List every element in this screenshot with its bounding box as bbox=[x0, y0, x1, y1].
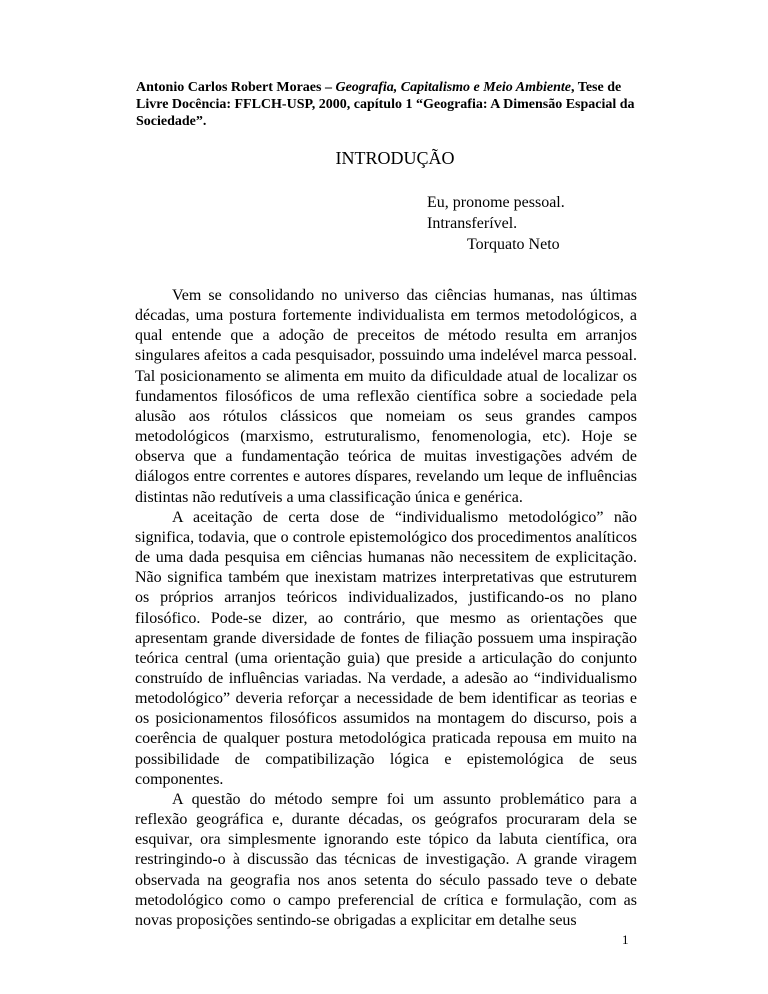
paragraph: Vem se consolidando no universo das ciências humanas, nas últimas décadas, uma postura fortemente individualista em termos metodológicos, a qual entende que a adoção de preceitos de método resulta em arranjos singulares afeitos a cada pesquisador, possuindo uma indelével marca pessoal. Tal posicionamento se alimenta em muito da dificuldade atual de localizar os fundamentos filosóficos de uma reflexão científica sobre a sociedade pela alusão aos rótulos clássicos que nomeiam os seus grandes campos metodológicos (marxismo, estruturalismo, fenomenologia, etc). Hoje se observa que a fundamentação teórica de muitas investigações advém de diálogos entre correntes e autores díspares, revelando um leque de influências distintas não redutíveis a uma classificação única e genérica. bbox=[135, 287, 637, 506]
epigraph-line-1: Eu, pronome pessoal. bbox=[427, 194, 565, 211]
body-text bbox=[135, 286, 637, 931]
epigraph-line-2: Intransferível. bbox=[427, 215, 518, 232]
header-author: Antonio Carlos Robert Moraes – bbox=[136, 80, 336, 95]
document-header bbox=[136, 79, 636, 130]
header-details: , Tese de Livre Docência: FFLCH-USP, 2000, capítulo 1 “Geografia: A Dimensão Espacial da Sociedade”. bbox=[136, 80, 635, 129]
page-number: 1 bbox=[622, 932, 629, 947]
paragraph: A questão do método sempre foi um assunto problemático para a reflexão geográfica e, durante décadas, os geógrafos procuraram dela se esquivar, ora simplesmente ignorando este tópico da labuta científica, ora restringindo-o à discussão das técnicas de investigação. A grande viragem observada na geografia nos anos setenta do século passado teve o debate metodológico como o campo preferencial de crítica e formulação, com as novas proposições sentindo-se obrigadas a explicitar em detalhe seus bbox=[135, 790, 637, 929]
epigraph-author: Torquato Neto bbox=[467, 236, 560, 253]
header-work-title: Geografia, Capitalismo e Meio Ambiente bbox=[335, 80, 572, 95]
section-title: INTRODUÇÃO bbox=[335, 148, 455, 168]
paragraph: A aceitação de certa dose de “individualismo metodológico” não significa, todavia, que o controle epistemológico dos procedimentos analíticos de uma dada pesquisa em ciências humanas não necessitem de explicitação. Não significa também que inexistam matrizes interpretativas que estruturem os próprios arranjos teóricos individualizados, justificando-os no plano filosófico. Pode-se dizer, ao contrário, que mesmo as orientações que apresentam grande diversidade de fontes de filiação possuem uma inspiração teórica central (uma orientação guia) que preside a articulação do conjunto construído de influências variadas. Na verdade, a adesão ao “individualismo metodológico” deveria reforçar a necessidade de bem identificar as teorias e os posicionamentos filosóficos assumidos na montagem do discurso, pois a coerência de qualquer postura metodológica praticada repousa em muito na possibilidade de compatibilização lógica e epistemológica de seus componentes. bbox=[135, 508, 637, 788]
epigraph bbox=[427, 192, 565, 255]
